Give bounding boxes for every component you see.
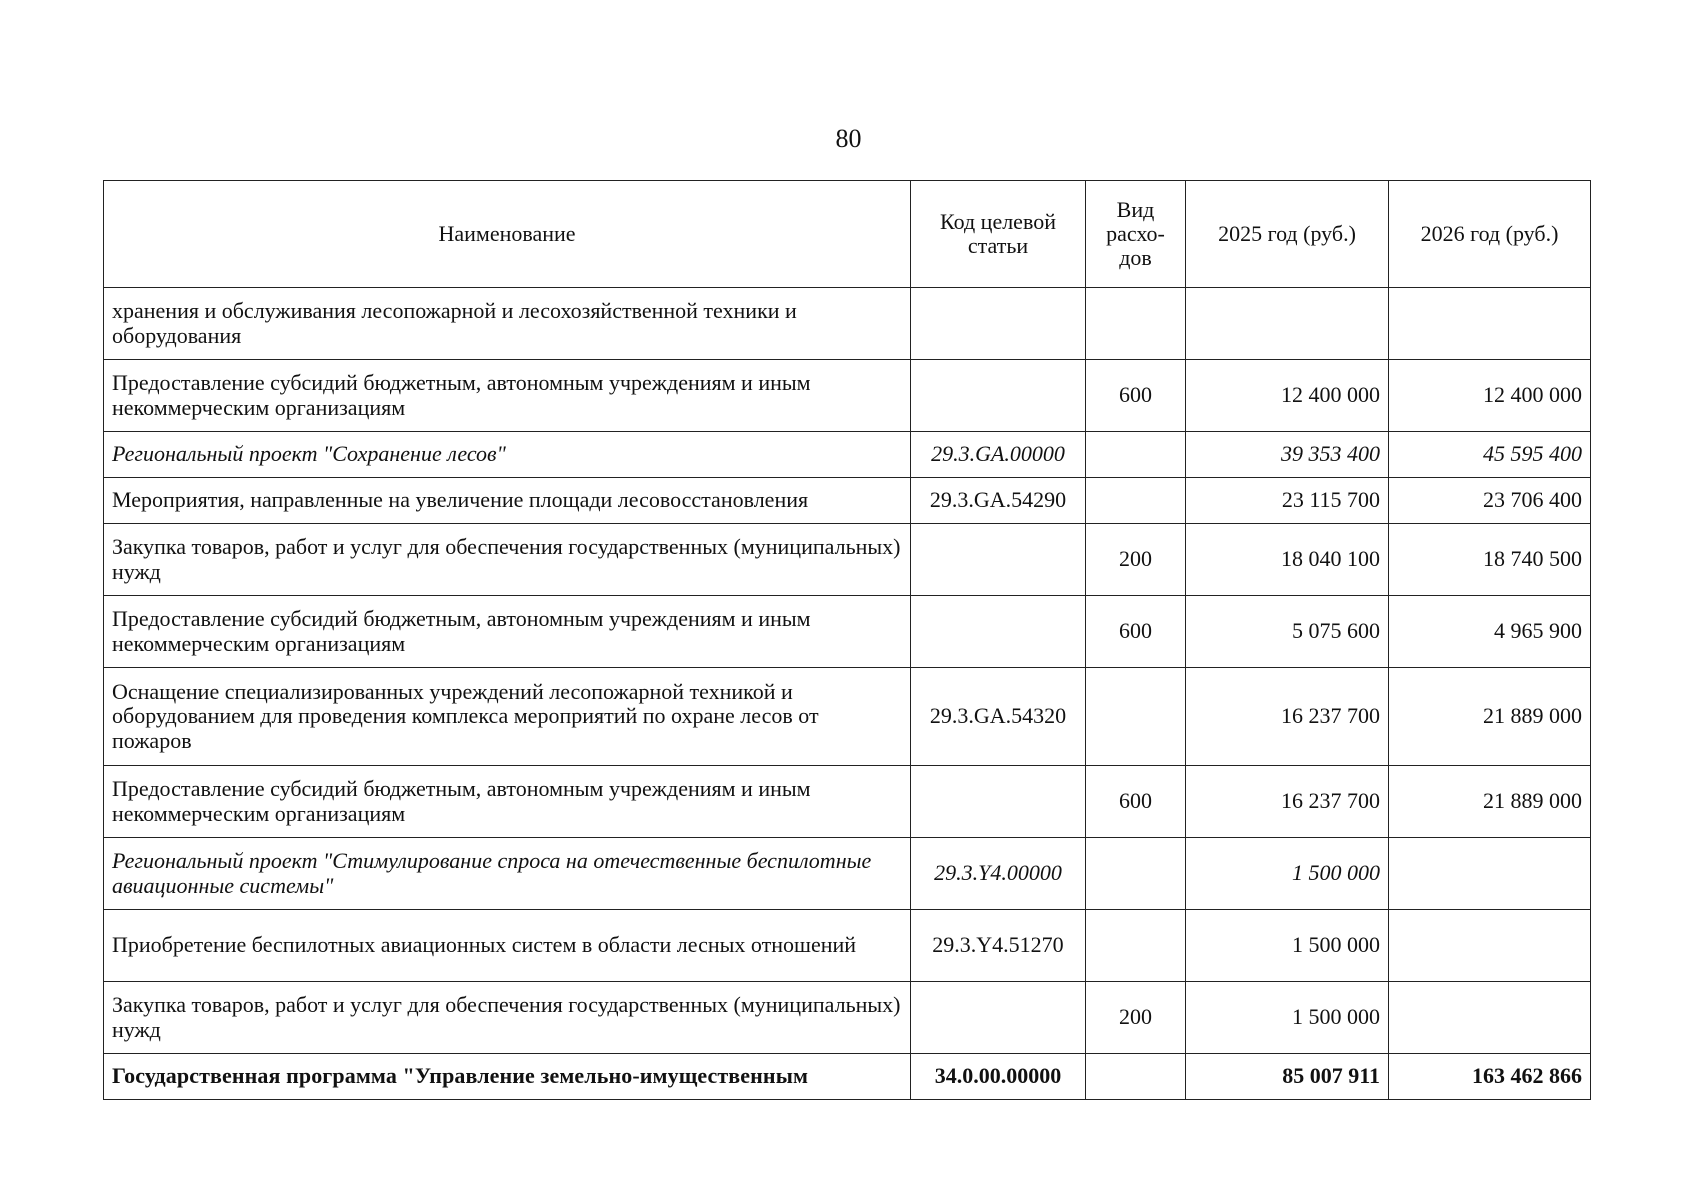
row-type: [1086, 838, 1186, 910]
table-row: [104, 838, 1591, 910]
table-row: [104, 596, 1591, 668]
row-type: [1086, 288, 1186, 360]
row-name: Региональный проект "Сохранение лесов": [104, 432, 911, 478]
table-row: [104, 1054, 1591, 1100]
row-2025: 16 237 700: [1186, 766, 1389, 838]
table-row: [104, 668, 1591, 766]
row-name: Предоставление субсидий бюджетным, автономным учреждениям и иным некоммерческим организациям: [104, 596, 911, 668]
row-2026: [1389, 288, 1591, 360]
row-name: Закупка товаров, работ и услуг для обеспечения государственных (муниципальных) нужд: [104, 524, 911, 596]
row-2025: 1 500 000: [1186, 910, 1389, 982]
row-code: 29.3.Y4.51270: [911, 910, 1086, 982]
row-code: 29.3.GA.54320: [911, 668, 1086, 766]
row-name: Региональный проект "Стимулирование спроса на отечественные беспилотные авиационные системы": [104, 838, 911, 910]
row-2026: 45 595 400: [1389, 432, 1591, 478]
row-2025: 39 353 400: [1186, 432, 1389, 478]
page-number: 80: [835, 124, 862, 153]
budget-table: [103, 180, 1591, 1100]
row-2026: 21 889 000: [1389, 766, 1591, 838]
table-row: [104, 524, 1591, 596]
row-type: [1086, 478, 1186, 524]
row-code: [911, 360, 1086, 432]
row-code: [911, 982, 1086, 1054]
row-type: [1086, 910, 1186, 982]
row-type: 600: [1086, 596, 1186, 668]
row-code: 29.3.GA.00000: [911, 432, 1086, 478]
row-2026: 21 889 000: [1389, 668, 1591, 766]
row-name: Предоставление субсидий бюджетным, автономным учреждениям и иным некоммерческим организациям: [104, 766, 911, 838]
header-type: Вид расхо-дов: [1086, 181, 1186, 288]
row-name: Мероприятия, направленные на увеличение площади лесовосстановления: [104, 478, 911, 524]
header-name: Наименование: [104, 181, 911, 288]
row-type: 200: [1086, 524, 1186, 596]
row-name: Приобретение беспилотных авиационных систем в области лесных отношений: [104, 910, 911, 982]
table-row: [104, 478, 1591, 524]
row-name: Закупка товаров, работ и услуг для обеспечения государственных (муниципальных) нужд: [104, 982, 911, 1054]
row-type: 600: [1086, 766, 1186, 838]
row-type: [1086, 432, 1186, 478]
table-row: [104, 432, 1591, 478]
table-header-row: [104, 181, 1591, 288]
row-name: Оснащение специализированных учреждений лесопожарной техникой и оборудованием для проведения комплекса мероприятий по охране лесов от пожаров: [104, 668, 911, 766]
row-2025: 23 115 700: [1186, 478, 1389, 524]
header-2025: 2025 год (руб.): [1186, 181, 1389, 288]
header-2026: 2026 год (руб.): [1389, 181, 1591, 288]
row-code: [911, 766, 1086, 838]
row-code: 29.3.Y4.00000: [911, 838, 1086, 910]
row-2025: 16 237 700: [1186, 668, 1389, 766]
row-type: 600: [1086, 360, 1186, 432]
row-2026: 12 400 000: [1389, 360, 1591, 432]
row-type: [1086, 1054, 1186, 1100]
row-2026: [1389, 838, 1591, 910]
row-code: [911, 288, 1086, 360]
table-row: [104, 766, 1591, 838]
row-type: [1086, 668, 1186, 766]
row-2025: 1 500 000: [1186, 838, 1389, 910]
header-code: Код целевой статьи: [911, 181, 1086, 288]
row-name: хранения и обслуживания лесопожарной и лесохозяйственной техники и оборудования: [104, 288, 911, 360]
row-code: [911, 596, 1086, 668]
row-2025: 1 500 000: [1186, 982, 1389, 1054]
row-2025: 5 075 600: [1186, 596, 1389, 668]
row-2026: [1389, 982, 1591, 1054]
row-2025: 12 400 000: [1186, 360, 1389, 432]
table-row: [104, 288, 1591, 360]
row-2026: 163 462 866: [1389, 1054, 1591, 1100]
table-row: [104, 982, 1591, 1054]
table-row: [104, 910, 1591, 982]
table-row: [104, 360, 1591, 432]
row-name: Предоставление субсидий бюджетным, автономным учреждениям и иным некоммерческим организациям: [104, 360, 911, 432]
row-code: 29.3.GA.54290: [911, 478, 1086, 524]
row-2026: [1389, 910, 1591, 982]
row-type: 200: [1086, 982, 1186, 1054]
row-2026: 18 740 500: [1389, 524, 1591, 596]
row-2026: 4 965 900: [1389, 596, 1591, 668]
row-2025: 18 040 100: [1186, 524, 1389, 596]
row-2025: [1186, 288, 1389, 360]
row-2025: 85 007 911: [1186, 1054, 1389, 1100]
row-code: 34.0.00.00000: [911, 1054, 1086, 1100]
row-2026: 23 706 400: [1389, 478, 1591, 524]
row-code: [911, 524, 1086, 596]
row-name: Государственная программа "Управление земельно-имущественным: [104, 1054, 911, 1100]
